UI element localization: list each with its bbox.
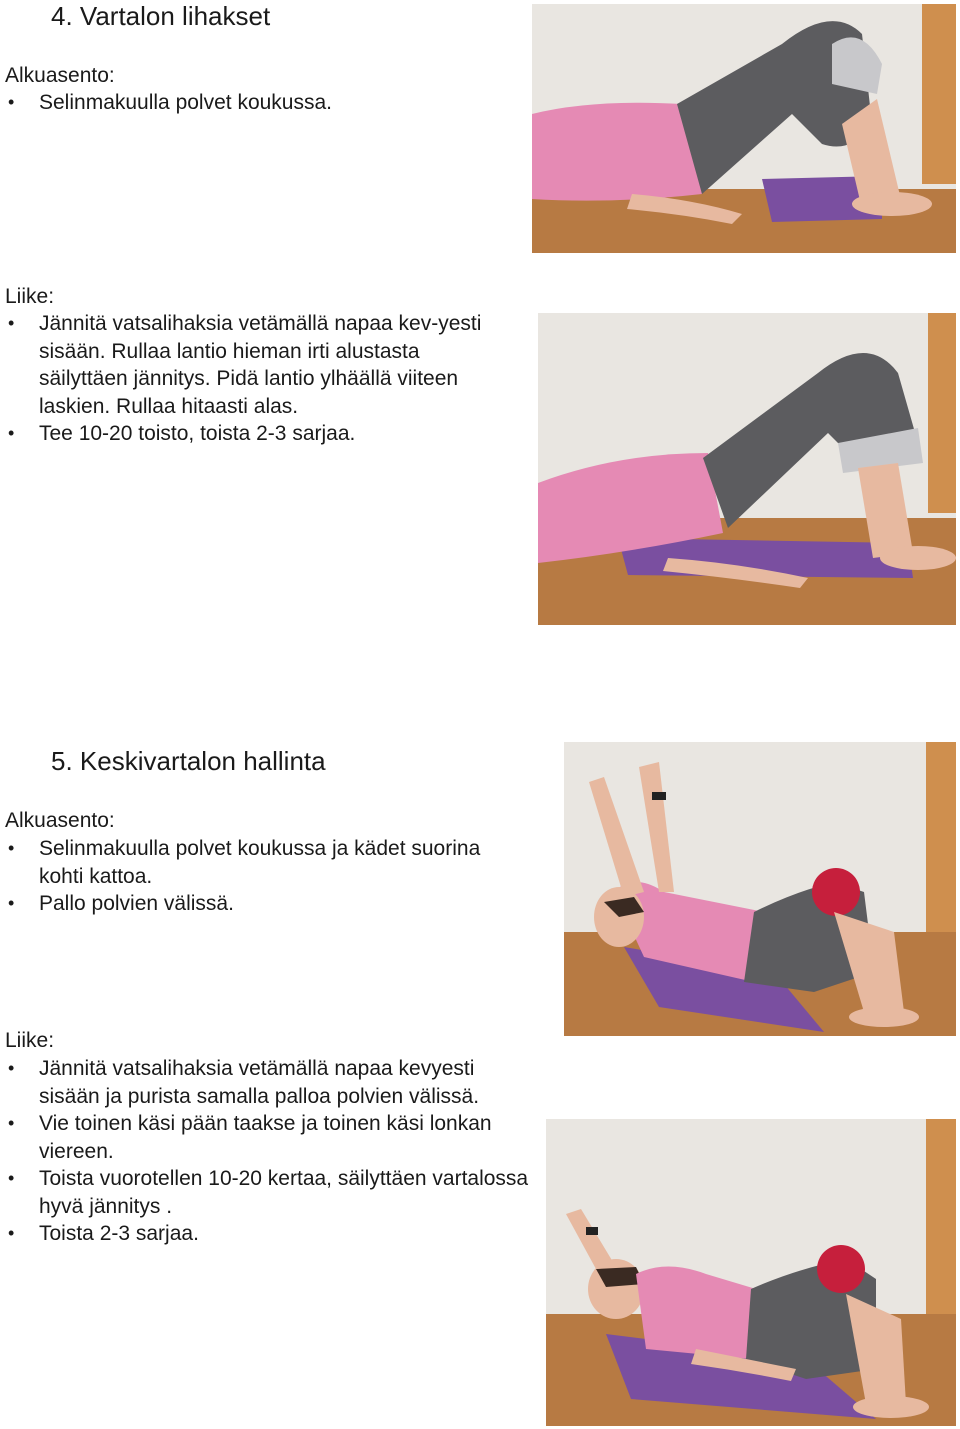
section-4-start-label: Alkuasento:	[5, 64, 115, 87]
list-item: • Tee 10-20 toisto, toista 2-3 sarjaa.	[5, 420, 513, 448]
section-4-move-list	[5, 310, 513, 448]
section-5-start-label: Alkuasento:	[5, 809, 115, 832]
list-item: • Jännitä vatsalihaksia vetämällä napaa kevyesti sisään ja purista samalla palloa polvien välissä.	[5, 1055, 533, 1110]
exercise-photo-arms-up-ball	[564, 742, 956, 1036]
list-item: • Vie toinen käsi pään taakse ja toinen käsi lonkan viereen.	[5, 1110, 533, 1165]
section-5-start-list	[5, 835, 530, 918]
list-item: • Toista vuorotellen 10-20 kertaa, säilyttäen vartalossa hyvä jännitys .	[5, 1165, 533, 1220]
exercise-photo-bridge	[538, 313, 956, 625]
list-item: • Jännitä vatsalihaksia vetämällä napaa kev-yesti sisään. Rullaa lantio hieman irti alustasta säilyttäen jännitys. Pidä lantio ylhäällä viiteen laskien. Rullaa hitaasti alas.	[5, 310, 513, 420]
exercise-photo-arm-behind-head	[546, 1119, 956, 1426]
exercise-photo-start-position	[532, 4, 956, 253]
section-4-move-label: Liike:	[5, 285, 55, 308]
list-item: • Pallo polvien välissä.	[5, 890, 530, 918]
section-5-move-list	[5, 1055, 533, 1248]
section-5-move-label: Liike:	[5, 1029, 55, 1052]
section-4-start-list	[5, 89, 525, 117]
list-item: • Selinmakuulla polvet koukussa.	[5, 89, 525, 117]
list-item: • Toista 2-3 sarjaa.	[5, 1220, 533, 1248]
section-4-heading: 4. Vartalon lihakset	[51, 1, 271, 31]
list-item: • Selinmakuulla polvet koukussa ja kädet suorina kohti kattoa.	[5, 835, 530, 890]
section-5-heading: 5. Keskivartalon hallinta	[51, 746, 326, 776]
